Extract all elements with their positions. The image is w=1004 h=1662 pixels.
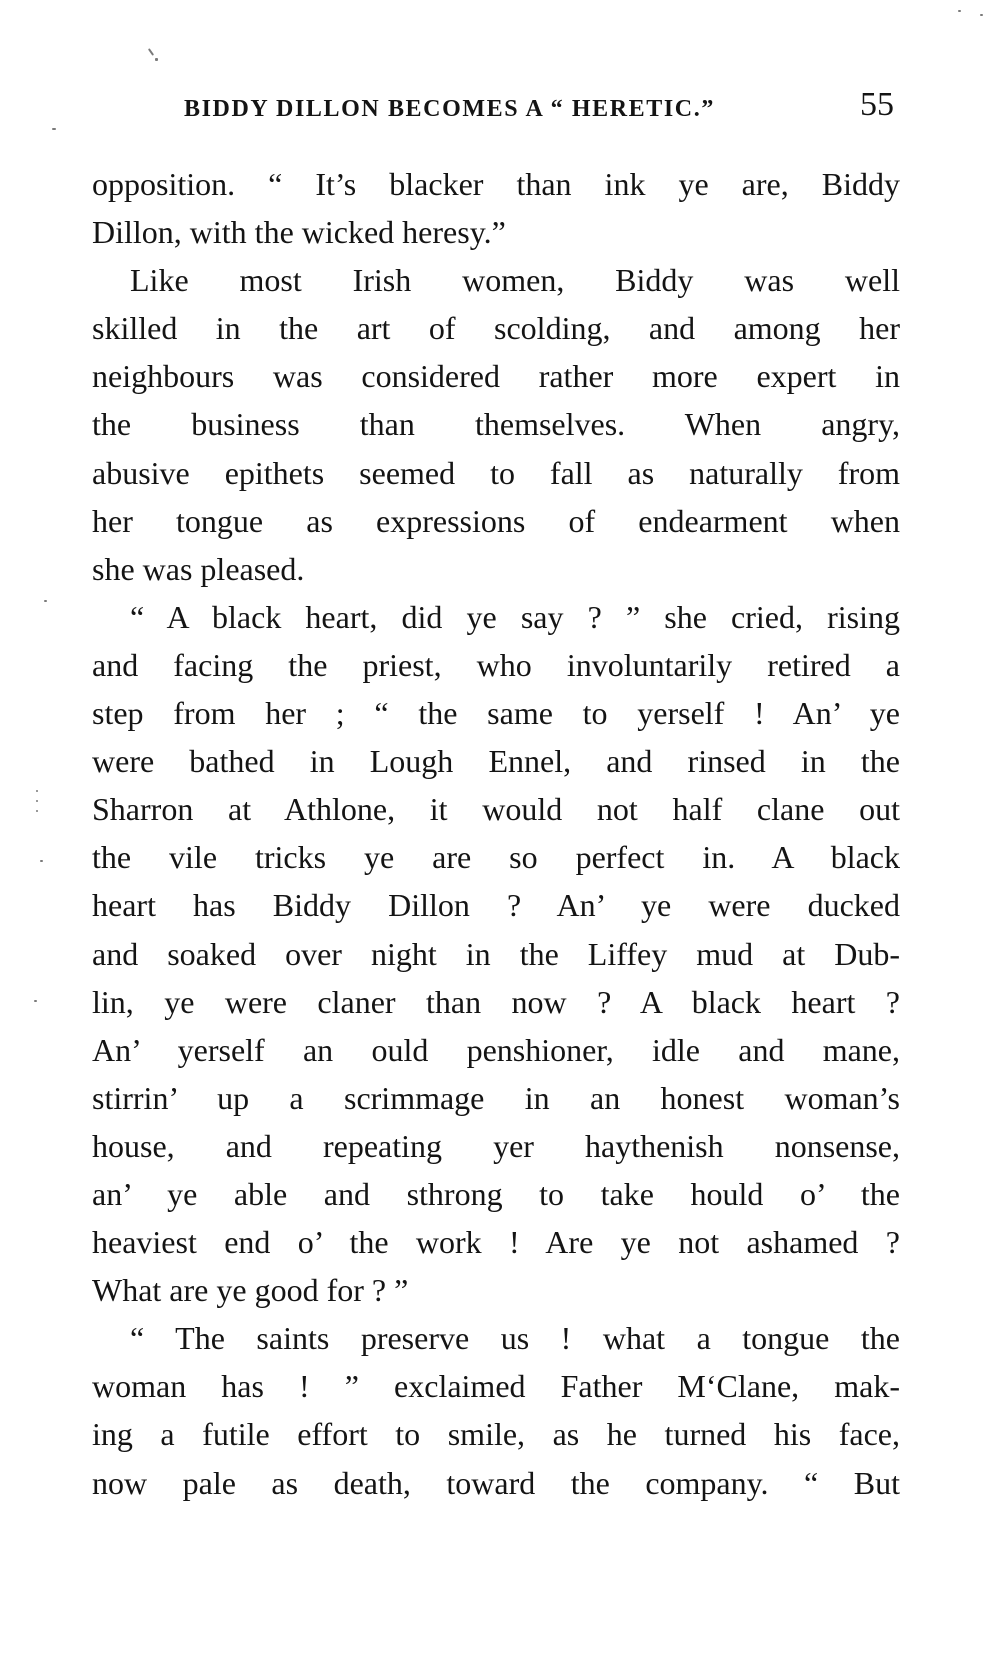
text-line: Sharron at Athlone, it would not half clane out bbox=[92, 791, 900, 828]
text-line: Dillon, with the wicked heresy.” bbox=[92, 214, 506, 251]
paragraph bbox=[92, 256, 900, 593]
text-line: “ A black heart, did ye say ? ” she cried, rising bbox=[130, 598, 900, 635]
text-line: opposition. “ It’s blacker than ink ye are, Biddy bbox=[92, 166, 900, 202]
text-line: the vile tricks ye are so perfect in. A black bbox=[92, 839, 900, 876]
scan-speck bbox=[36, 790, 38, 792]
text-line: and soaked over night in the Liffey mud at Dub- bbox=[92, 935, 900, 972]
scan-speck bbox=[980, 14, 983, 16]
text-line: heaviest end o’ the work ! Are ye not ashamed ? bbox=[92, 1224, 900, 1261]
text-line: abusive epithets seemed to fall as naturally from bbox=[92, 454, 900, 491]
text-line: stirrin’ up a scrimmage in an honest woman’s bbox=[92, 1079, 900, 1116]
text-line: neighbours was considered rather more expert in bbox=[92, 358, 900, 395]
text-line: heart has Biddy Dillon ? An’ ye were ducked bbox=[92, 887, 900, 924]
text-line: house, and repeating yer haythenish nonsense, bbox=[92, 1127, 900, 1164]
paragraph bbox=[92, 593, 900, 1314]
text-line: and facing the priest, who involuntarily retired a bbox=[92, 646, 900, 683]
scan-speck bbox=[44, 600, 47, 602]
text-line: Like most Irish women, Biddy was well bbox=[130, 262, 900, 299]
scan-speck bbox=[148, 48, 154, 56]
scan-speck bbox=[36, 800, 38, 802]
text-line: an’ ye able and sthrong to take hould o’ the bbox=[92, 1175, 900, 1212]
text-line: her tongue as expressions of endearment when bbox=[92, 502, 900, 539]
text-line: skilled in the art of scolding, and among her bbox=[92, 310, 900, 347]
scan-speck bbox=[34, 1000, 37, 1002]
text-line: “ The saints preserve us ! what a tongue the bbox=[130, 1320, 900, 1357]
text-line: woman has ! ” exclaimed Father M‘Clane, mak- bbox=[92, 1368, 900, 1405]
scan-speck bbox=[36, 810, 38, 812]
scan-speck bbox=[958, 10, 961, 12]
text-line: lin, ye were claner than now ? A black heart ? bbox=[92, 983, 900, 1020]
text-line: An’ yerself an ould penshioner, idle and mane, bbox=[92, 1031, 900, 1068]
text-line: What are ye good for ? ” bbox=[92, 1272, 409, 1309]
text-line: step from her ; “ the same to yerself ! An’ ye bbox=[92, 695, 900, 732]
text-line: she was pleased. bbox=[92, 550, 305, 587]
scan-speck bbox=[40, 860, 43, 862]
running-head: BIDDY DILLON BECOMES A “ HERETIC.” bbox=[184, 96, 715, 122]
paragraph bbox=[92, 160, 900, 256]
scan-speck bbox=[52, 128, 56, 130]
body-text bbox=[92, 160, 900, 1507]
text-line: the business than themselves. When angry, bbox=[92, 406, 900, 443]
text-line: ing a futile effort to smile, as he turned his face, bbox=[92, 1416, 900, 1453]
page-header bbox=[0, 86, 1004, 136]
page-number: 55 bbox=[860, 86, 894, 123]
text-line: now pale as death, toward the company. “ But bbox=[92, 1464, 900, 1501]
paragraph bbox=[92, 1314, 900, 1506]
text-line: were bathed in Lough Ennel, and rinsed in the bbox=[92, 743, 900, 780]
scan-speck bbox=[155, 58, 158, 61]
